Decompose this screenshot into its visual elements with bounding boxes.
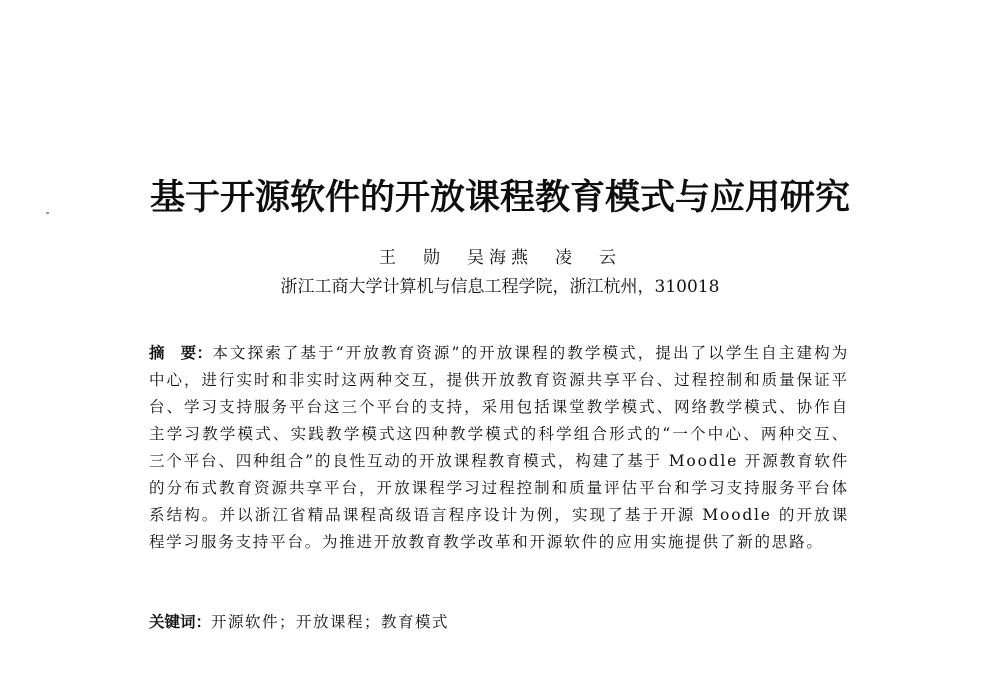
- abstract-text: 本文探索了基于“开放教育资源”的开放课程的教学模式，提出了以学生自主建构为中心，进行实时和非实时这两种交互，提供开放教育资源共享平台、过程控制和质量保证平台、学习支持服务平台这三个平台的支持，采用包括课堂教学模式、网络教学模式、协作自主学习教学模式、实践教学模式这四种教学模式的科学组合形式的“一个中心、两种交互、三个平台、四种组合”的良性互动的开放课程教育模式，构建了基于 Moodle 开源教育软件的分布式教育资源共享平台，开放课程学习过程控制和质量评估平台和学习支持服务平台体系结构。并以浙江省精品课程高级语言程序设计为例，实现了基于开源 Moodle 的开放课程学习服务支持平台。为推进开放教育教学改革和开源软件的应用实施提供了新的思路。: [149, 344, 849, 551]
- paper-affiliation: 浙江工商大学计算机与信息工程学院，浙江杭州，310018: [280, 277, 720, 297]
- abstract-section: [149, 340, 849, 556]
- keywords-label: 关键词：: [149, 613, 212, 631]
- paper-title: 基于开源软件的开放课程教育模式与应用研究: [149, 177, 850, 218]
- abstract-label: 摘 要：: [149, 344, 213, 362]
- keywords-section: [149, 610, 849, 632]
- keywords-text: 开源软件；开放课程；教育模式: [211, 613, 450, 631]
- paper-authors: 王 勋 吴海燕 凌 云: [379, 248, 621, 268]
